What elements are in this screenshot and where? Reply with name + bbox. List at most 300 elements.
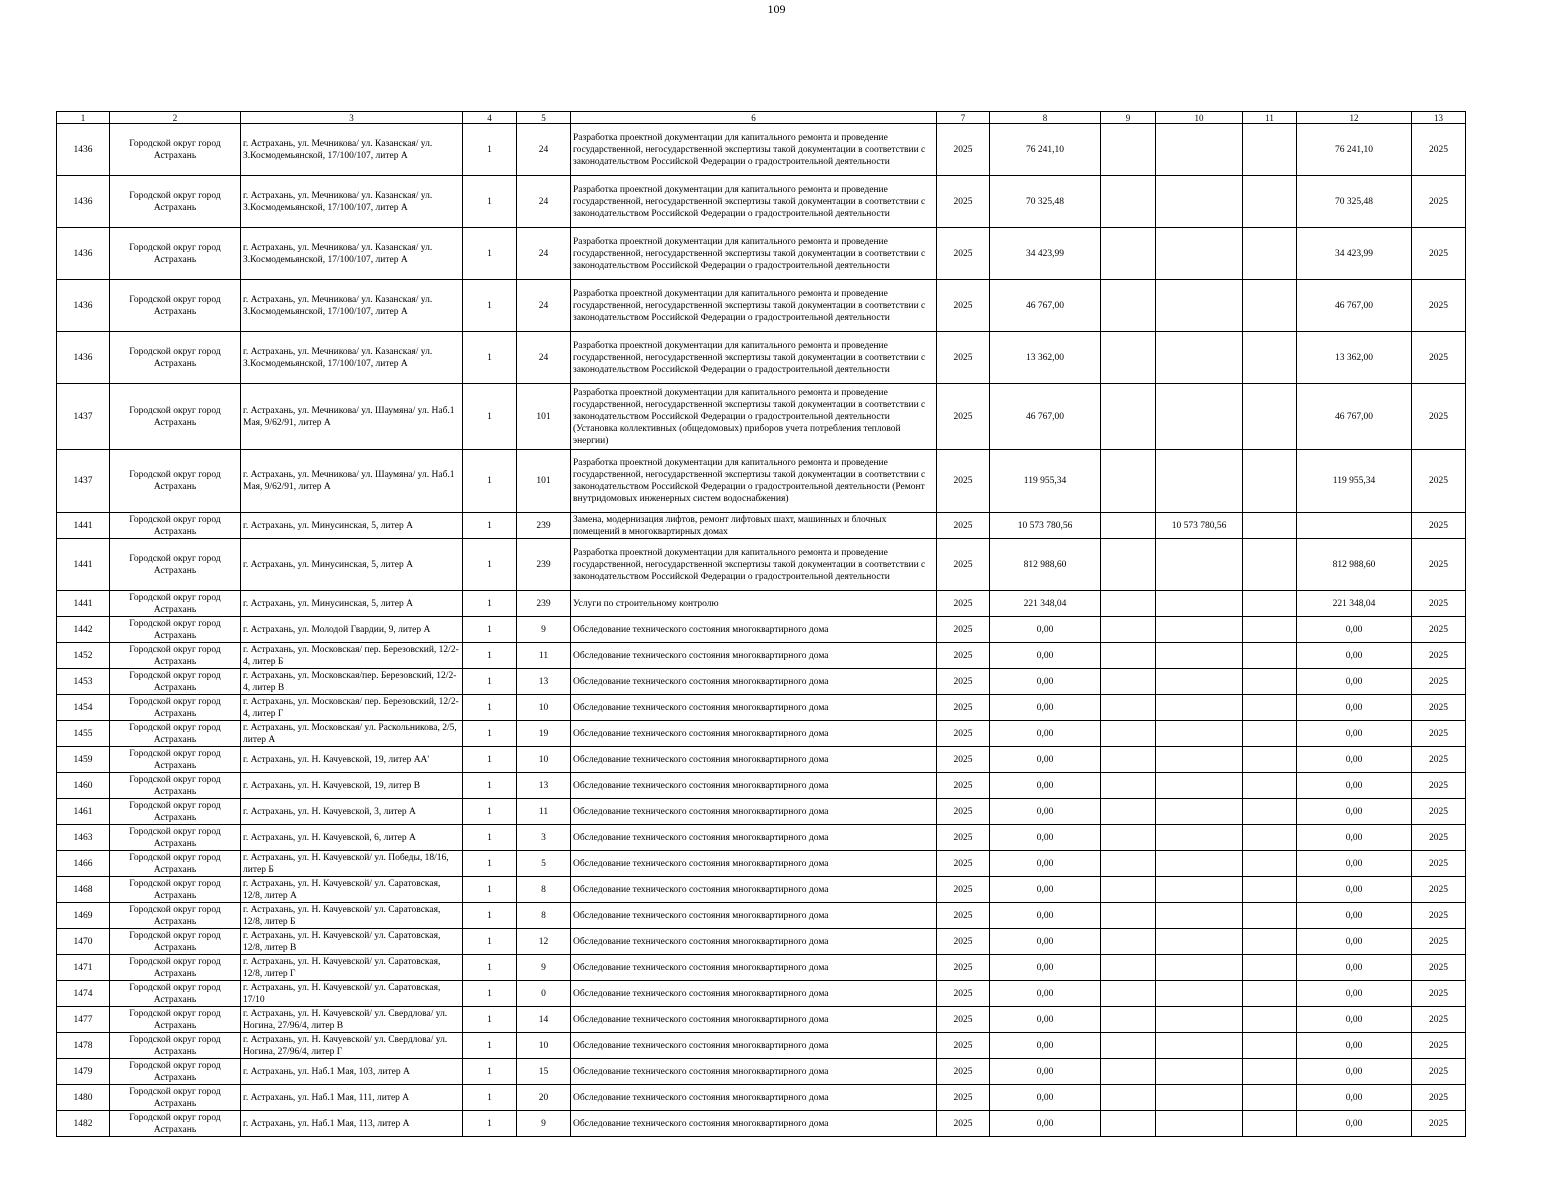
table-row — [57, 124, 1466, 176]
municipality-cell: Городской округ город Астрахань — [110, 981, 241, 1007]
municipality-cell: Городской округ город Астрахань — [110, 124, 241, 176]
row-number: 1466 — [57, 851, 110, 877]
municipality-cell: Городской округ город Астрахань — [110, 1085, 241, 1111]
col12-cell: 0,00 — [1297, 747, 1412, 773]
row-number: 1470 — [57, 929, 110, 955]
work-type-cell: Обследование технического состояния многоквартирного дома — [571, 617, 937, 643]
address-cell: г. Астрахань, ул. Н. Качуевской/ ул. Свердлова/ ул. Ногина, 27/96/4, литер В — [241, 1007, 463, 1033]
address-cell: г. Астрахань, ул. Мечникова/ ул. Казанская/ ул. З.Космодемьянской, 17/100/107, литер А — [241, 332, 463, 384]
col12-cell: 0,00 — [1297, 1111, 1412, 1137]
address-cell: г. Астрахань, ул. Мечникова/ ул. Казанская/ ул. З.Космодемьянской, 17/100/107, литер А — [241, 280, 463, 332]
year-cell: 2025 — [937, 591, 990, 617]
col9-cell — [1101, 799, 1156, 825]
municipality-cell: Городской округ город Астрахань — [110, 773, 241, 799]
col12-cell: 0,00 — [1297, 695, 1412, 721]
col10-cell — [1156, 1033, 1243, 1059]
col12-cell: 0,00 — [1297, 981, 1412, 1007]
year-cell: 2025 — [937, 929, 990, 955]
column-header-3: 3 — [241, 112, 463, 124]
address-cell: г. Астрахань, ул. Н. Качуевской/ ул. Саратовская, 12/8, литер Г — [241, 955, 463, 981]
year-cell: 2025 — [937, 384, 990, 450]
col9-cell — [1101, 773, 1156, 799]
col12-cell: 0,00 — [1297, 1059, 1412, 1085]
col9-cell — [1101, 1007, 1156, 1033]
year-cell: 2025 — [937, 228, 990, 280]
total-cost-cell: 119 955,34 — [990, 450, 1101, 513]
col10-cell — [1156, 773, 1243, 799]
table-row — [57, 903, 1466, 929]
count-cell: 1 — [463, 450, 517, 513]
address-cell: г. Астрахань, ул. Мечникова/ ул. Шаумяна/ ул. Наб.1 Мая, 9/62/91, литер А — [241, 384, 463, 450]
col11-cell — [1243, 591, 1297, 617]
address-cell: г. Астрахань, ул. Московская/ пер. Березовский, 12/2-4, литер Б — [241, 643, 463, 669]
end-year-cell: 2025 — [1412, 1007, 1466, 1033]
table-row — [57, 721, 1466, 747]
row-number: 1452 — [57, 643, 110, 669]
work-type-cell: Обследование технического состояния многоквартирного дома — [571, 721, 937, 747]
col9-cell — [1101, 539, 1156, 591]
table-row — [57, 825, 1466, 851]
apartments-cell: 239 — [517, 539, 571, 591]
end-year-cell: 2025 — [1412, 280, 1466, 332]
col11-cell — [1243, 332, 1297, 384]
row-number: 1455 — [57, 721, 110, 747]
end-year-cell: 2025 — [1412, 228, 1466, 280]
row-number: 1482 — [57, 1111, 110, 1137]
work-type-cell: Обследование технического состояния многоквартирного дома — [571, 669, 937, 695]
col11-cell — [1243, 981, 1297, 1007]
col11-cell — [1243, 721, 1297, 747]
end-year-cell: 2025 — [1412, 450, 1466, 513]
col10-cell — [1156, 825, 1243, 851]
end-year-cell: 2025 — [1412, 539, 1466, 591]
col11-cell — [1243, 539, 1297, 591]
col11-cell — [1243, 450, 1297, 513]
municipality-cell: Городской округ город Астрахань — [110, 799, 241, 825]
row-number: 1437 — [57, 384, 110, 450]
col12-cell: 34 423,99 — [1297, 228, 1412, 280]
table-row — [57, 1033, 1466, 1059]
year-cell: 2025 — [937, 695, 990, 721]
col11-cell — [1243, 643, 1297, 669]
column-header-4: 4 — [463, 112, 517, 124]
total-cost-cell: 0,00 — [990, 929, 1101, 955]
header-row — [57, 112, 1466, 124]
apartments-cell: 10 — [517, 1033, 571, 1059]
municipality-cell: Городской округ город Астрахань — [110, 591, 241, 617]
total-cost-cell: 76 241,10 — [990, 124, 1101, 176]
address-cell: г. Астрахань, ул. Московская/ ул. Раскольникова, 2/5, литер А — [241, 721, 463, 747]
col10-cell — [1156, 228, 1243, 280]
apartments-cell: 13 — [517, 773, 571, 799]
col10-cell — [1156, 903, 1243, 929]
col12-cell: 0,00 — [1297, 955, 1412, 981]
col9-cell — [1101, 176, 1156, 228]
apartments-cell: 24 — [517, 228, 571, 280]
column-header-6: 6 — [571, 112, 937, 124]
total-cost-cell: 0,00 — [990, 955, 1101, 981]
col11-cell — [1243, 955, 1297, 981]
total-cost-cell: 0,00 — [990, 669, 1101, 695]
work-type-cell: Обследование технического состояния многоквартирного дома — [571, 1007, 937, 1033]
count-cell: 1 — [463, 799, 517, 825]
apartments-cell: 24 — [517, 176, 571, 228]
col11-cell — [1243, 877, 1297, 903]
work-type-cell: Обследование технического состояния многоквартирного дома — [571, 1085, 937, 1111]
col10-cell — [1156, 450, 1243, 513]
year-cell: 2025 — [937, 280, 990, 332]
row-number: 1477 — [57, 1007, 110, 1033]
col9-cell — [1101, 877, 1156, 903]
address-cell: г. Астрахань, ул. Минусинская, 5, литер А — [241, 513, 463, 539]
col9-cell — [1101, 513, 1156, 539]
year-cell: 2025 — [937, 176, 990, 228]
end-year-cell: 2025 — [1412, 384, 1466, 450]
count-cell: 1 — [463, 1059, 517, 1085]
col11-cell — [1243, 825, 1297, 851]
total-cost-cell: 70 325,48 — [990, 176, 1101, 228]
count-cell: 1 — [463, 384, 517, 450]
address-cell: г. Астрахань, ул. Н. Качуевской/ ул. Саратовская, 12/8, литер В — [241, 929, 463, 955]
table-row — [57, 617, 1466, 643]
total-cost-cell: 0,00 — [990, 903, 1101, 929]
municipality-cell: Городской округ город Астрахань — [110, 721, 241, 747]
col11-cell — [1243, 773, 1297, 799]
count-cell: 1 — [463, 280, 517, 332]
end-year-cell: 2025 — [1412, 929, 1466, 955]
col10-cell — [1156, 747, 1243, 773]
col10-cell — [1156, 280, 1243, 332]
work-type-cell: Обследование технического состояния многоквартирного дома — [571, 825, 937, 851]
table-row — [57, 747, 1466, 773]
col9-cell — [1101, 695, 1156, 721]
end-year-cell: 2025 — [1412, 643, 1466, 669]
address-cell: г. Астрахань, ул. Минусинская, 5, литер А — [241, 591, 463, 617]
end-year-cell: 2025 — [1412, 1059, 1466, 1085]
municipality-cell: Городской округ город Астрахань — [110, 384, 241, 450]
work-type-cell: Замена, модернизация лифтов, ремонт лифтовых шахт, машинных и блочных помещений в многоквартирных домах — [571, 513, 937, 539]
count-cell: 1 — [463, 1007, 517, 1033]
col9-cell — [1101, 332, 1156, 384]
count-cell: 1 — [463, 903, 517, 929]
address-cell: г. Астрахань, ул. Московская/пер. Березовский, 12/2-4, литер В — [241, 669, 463, 695]
col10-cell — [1156, 851, 1243, 877]
table-row — [57, 591, 1466, 617]
apartments-cell: 9 — [517, 617, 571, 643]
address-cell: г. Астрахань, ул. Наб.1 Мая, 113, литер А — [241, 1111, 463, 1137]
col12-cell: 812 988,60 — [1297, 539, 1412, 591]
col9-cell — [1101, 1085, 1156, 1111]
row-number: 1469 — [57, 903, 110, 929]
year-cell: 2025 — [937, 773, 990, 799]
work-type-cell: Обследование технического состояния многоквартирного дома — [571, 643, 937, 669]
count-cell: 1 — [463, 747, 517, 773]
apartments-cell: 9 — [517, 1111, 571, 1137]
col12-cell: 0,00 — [1297, 1085, 1412, 1111]
count-cell: 1 — [463, 851, 517, 877]
count-cell: 1 — [463, 955, 517, 981]
count-cell: 1 — [463, 124, 517, 176]
col10-cell — [1156, 1059, 1243, 1085]
col11-cell — [1243, 799, 1297, 825]
row-number: 1453 — [57, 669, 110, 695]
work-type-cell: Разработка проектной документации для капитального ремонта и проведение государственной, негосударственной экспертизы такой документации в соответствии с законодательством Российской Федерации о градостроительной деятельности — [571, 124, 937, 176]
address-cell: г. Астрахань, ул. Н. Качуевской/ ул. Свердлова/ ул. Ногина, 27/96/4, литер Г — [241, 1033, 463, 1059]
count-cell: 1 — [463, 721, 517, 747]
col10-cell — [1156, 929, 1243, 955]
apartments-cell: 13 — [517, 669, 571, 695]
col10-cell — [1156, 695, 1243, 721]
row-number: 1437 — [57, 450, 110, 513]
table-body — [57, 124, 1466, 1137]
col11-cell — [1243, 384, 1297, 450]
col11-cell — [1243, 124, 1297, 176]
table-row — [57, 955, 1466, 981]
work-type-cell: Обследование технического состояния многоквартирного дома — [571, 799, 937, 825]
apartments-cell: 19 — [517, 721, 571, 747]
year-cell: 2025 — [937, 332, 990, 384]
col10-cell — [1156, 721, 1243, 747]
column-header-2: 2 — [110, 112, 241, 124]
end-year-cell: 2025 — [1412, 773, 1466, 799]
table-row — [57, 228, 1466, 280]
total-cost-cell: 0,00 — [990, 695, 1101, 721]
col11-cell — [1243, 1111, 1297, 1137]
col12-cell: 0,00 — [1297, 617, 1412, 643]
col9-cell — [1101, 280, 1156, 332]
table-row — [57, 773, 1466, 799]
col12-cell: 0,00 — [1297, 1033, 1412, 1059]
total-cost-cell: 0,00 — [990, 877, 1101, 903]
end-year-cell: 2025 — [1412, 176, 1466, 228]
work-type-cell: Разработка проектной документации для капитального ремонта и проведение государственной, негосударственной экспертизы такой документации в соответствии с законодательством Российской Федерации о градостроительной деятельности (Установка коллективных (общедомовых) приборов учета потребления тепловой энергии) — [571, 384, 937, 450]
column-header-1: 1 — [57, 112, 110, 124]
address-cell: г. Астрахань, ул. Мечникова/ ул. Шаумяна/ ул. Наб.1 Мая, 9/62/91, литер А — [241, 450, 463, 513]
col9-cell — [1101, 825, 1156, 851]
address-cell: г. Астрахань, ул. Минусинская, 5, литер А — [241, 539, 463, 591]
work-type-cell: Обследование технического состояния многоквартирного дома — [571, 747, 937, 773]
apartments-cell: 101 — [517, 384, 571, 450]
apartments-cell: 11 — [517, 799, 571, 825]
col11-cell — [1243, 669, 1297, 695]
year-cell: 2025 — [937, 539, 990, 591]
work-type-cell: Обследование технического состояния многоквартирного дома — [571, 851, 937, 877]
col10-cell — [1156, 124, 1243, 176]
work-type-cell: Обследование технического состояния многоквартирного дома — [571, 929, 937, 955]
col12-cell: 0,00 — [1297, 773, 1412, 799]
end-year-cell: 2025 — [1412, 747, 1466, 773]
apartments-cell: 8 — [517, 877, 571, 903]
apartments-cell: 24 — [517, 332, 571, 384]
row-number: 1463 — [57, 825, 110, 851]
table-row — [57, 176, 1466, 228]
count-cell: 1 — [463, 539, 517, 591]
col10-cell — [1156, 617, 1243, 643]
count-cell: 1 — [463, 1085, 517, 1111]
table-row — [57, 669, 1466, 695]
col10-cell — [1156, 384, 1243, 450]
col10-cell — [1156, 981, 1243, 1007]
apartments-cell: 8 — [517, 903, 571, 929]
col12-cell: 0,00 — [1297, 851, 1412, 877]
year-cell: 2025 — [937, 1007, 990, 1033]
col11-cell — [1243, 280, 1297, 332]
year-cell: 2025 — [937, 877, 990, 903]
apartments-cell: 11 — [517, 643, 571, 669]
address-cell: г. Астрахань, ул. Мечникова/ ул. Казанская/ ул. З.Космодемьянской, 17/100/107, литер А — [241, 176, 463, 228]
municipality-cell: Городской округ город Астрахань — [110, 643, 241, 669]
total-cost-cell: 0,00 — [990, 1059, 1101, 1085]
municipality-cell: Городской округ город Астрахань — [110, 877, 241, 903]
total-cost-cell: 34 423,99 — [990, 228, 1101, 280]
col9-cell — [1101, 384, 1156, 450]
col10-cell — [1156, 1085, 1243, 1111]
col9-cell — [1101, 228, 1156, 280]
row-number: 1442 — [57, 617, 110, 643]
col12-cell: 46 767,00 — [1297, 280, 1412, 332]
year-cell: 2025 — [937, 643, 990, 669]
col12-cell: 0,00 — [1297, 799, 1412, 825]
total-cost-cell: 0,00 — [990, 825, 1101, 851]
end-year-cell: 2025 — [1412, 617, 1466, 643]
total-cost-cell: 221 348,04 — [990, 591, 1101, 617]
apartments-cell: 0 — [517, 981, 571, 1007]
count-cell: 1 — [463, 1033, 517, 1059]
count-cell: 1 — [463, 669, 517, 695]
apartments-cell: 10 — [517, 747, 571, 773]
address-cell: г. Астрахань, ул. Н. Качуевской, 3, литер А — [241, 799, 463, 825]
count-cell: 1 — [463, 513, 517, 539]
col10-cell — [1156, 877, 1243, 903]
address-cell: г. Астрахань, ул. Н. Качуевской/ ул. Победы, 18/16, литер Б — [241, 851, 463, 877]
year-cell: 2025 — [937, 1033, 990, 1059]
col11-cell — [1243, 1007, 1297, 1033]
work-type-cell: Обследование технического состояния многоквартирного дома — [571, 773, 937, 799]
end-year-cell: 2025 — [1412, 1111, 1466, 1137]
address-cell: г. Астрахань, ул. Н. Качуевской/ ул. Саратовская, 17/10 — [241, 981, 463, 1007]
col12-cell: 0,00 — [1297, 825, 1412, 851]
apartments-cell: 24 — [517, 124, 571, 176]
column-header-11: 11 — [1243, 112, 1297, 124]
table-row — [57, 1085, 1466, 1111]
total-cost-cell: 0,00 — [990, 851, 1101, 877]
column-header-8: 8 — [990, 112, 1101, 124]
col11-cell — [1243, 695, 1297, 721]
apartments-cell: 14 — [517, 1007, 571, 1033]
municipality-cell: Городской округ город Астрахань — [110, 176, 241, 228]
total-cost-cell: 46 767,00 — [990, 280, 1101, 332]
count-cell: 1 — [463, 929, 517, 955]
col12-cell: 76 241,10 — [1297, 124, 1412, 176]
col11-cell — [1243, 1085, 1297, 1111]
end-year-cell: 2025 — [1412, 591, 1466, 617]
col12-cell: 46 767,00 — [1297, 384, 1412, 450]
count-cell: 1 — [463, 176, 517, 228]
row-number: 1436 — [57, 228, 110, 280]
col11-cell — [1243, 929, 1297, 955]
work-type-cell: Обследование технического состояния многоквартирного дома — [571, 1033, 937, 1059]
apartments-cell: 5 — [517, 851, 571, 877]
table-row — [57, 1059, 1466, 1085]
year-cell: 2025 — [937, 955, 990, 981]
municipality-cell: Городской округ город Астрахань — [110, 450, 241, 513]
count-cell: 1 — [463, 877, 517, 903]
count-cell: 1 — [463, 228, 517, 280]
col9-cell — [1101, 851, 1156, 877]
work-type-cell: Обследование технического состояния многоквартирного дома — [571, 955, 937, 981]
row-number: 1468 — [57, 877, 110, 903]
end-year-cell: 2025 — [1412, 851, 1466, 877]
total-cost-cell: 0,00 — [990, 1085, 1101, 1111]
total-cost-cell: 13 362,00 — [990, 332, 1101, 384]
count-cell: 1 — [463, 1111, 517, 1137]
municipality-cell: Городской округ город Астрахань — [110, 747, 241, 773]
total-cost-cell: 0,00 — [990, 721, 1101, 747]
column-header-5: 5 — [517, 112, 571, 124]
col10-cell — [1156, 1007, 1243, 1033]
page-number: 109 — [767, 2, 786, 16]
municipality-cell: Городской округ город Астрахань — [110, 955, 241, 981]
col11-cell — [1243, 617, 1297, 643]
municipality-cell: Городской округ город Астрахань — [110, 617, 241, 643]
municipality-cell: Городской округ город Астрахань — [110, 1059, 241, 1085]
table-row — [57, 1111, 1466, 1137]
municipality-cell: Городской округ город Астрахань — [110, 539, 241, 591]
municipality-cell: Городской округ город Астрахань — [110, 280, 241, 332]
program-table — [56, 111, 1466, 1137]
apartments-cell: 10 — [517, 695, 571, 721]
municipality-cell: Городской округ город Астрахань — [110, 1007, 241, 1033]
work-type-cell: Разработка проектной документации для капитального ремонта и проведение государственной, негосударственной экспертизы такой документации в соответствии с законодательством Российской Федерации о градостроительной деятельности — [571, 228, 937, 280]
table-row — [57, 981, 1466, 1007]
col9-cell — [1101, 955, 1156, 981]
col9-cell — [1101, 747, 1156, 773]
col9-cell — [1101, 1059, 1156, 1085]
column-header-12: 12 — [1297, 112, 1412, 124]
year-cell: 2025 — [937, 851, 990, 877]
row-number: 1461 — [57, 799, 110, 825]
col12-cell: 119 955,34 — [1297, 450, 1412, 513]
col9-cell — [1101, 124, 1156, 176]
year-cell: 2025 — [937, 825, 990, 851]
work-type-cell: Обследование технического состояния многоквартирного дома — [571, 877, 937, 903]
end-year-cell: 2025 — [1412, 955, 1466, 981]
count-cell: 1 — [463, 332, 517, 384]
col9-cell — [1101, 643, 1156, 669]
apartments-cell: 239 — [517, 513, 571, 539]
count-cell: 1 — [463, 695, 517, 721]
municipality-cell: Городской округ город Астрахань — [110, 929, 241, 955]
total-cost-cell: 0,00 — [990, 1007, 1101, 1033]
col11-cell — [1243, 747, 1297, 773]
address-cell: г. Астрахань, ул. Наб.1 Мая, 103, литер А — [241, 1059, 463, 1085]
work-type-cell: Обследование технического состояния многоквартирного дома — [571, 695, 937, 721]
col12-cell: 0,00 — [1297, 903, 1412, 929]
col10-cell — [1156, 1111, 1243, 1137]
count-cell: 1 — [463, 981, 517, 1007]
year-cell: 2025 — [937, 903, 990, 929]
col10-cell — [1156, 591, 1243, 617]
work-type-cell: Обследование технического состояния многоквартирного дома — [571, 1059, 937, 1085]
table-row — [57, 1007, 1466, 1033]
municipality-cell: Городской округ город Астрахань — [110, 1033, 241, 1059]
count-cell: 1 — [463, 643, 517, 669]
address-cell: г. Астрахань, ул. Н. Качуевской/ ул. Саратовская, 12/8, литер А — [241, 877, 463, 903]
total-cost-cell: 0,00 — [990, 1111, 1101, 1137]
year-cell: 2025 — [937, 799, 990, 825]
col9-cell — [1101, 721, 1156, 747]
col9-cell — [1101, 981, 1156, 1007]
